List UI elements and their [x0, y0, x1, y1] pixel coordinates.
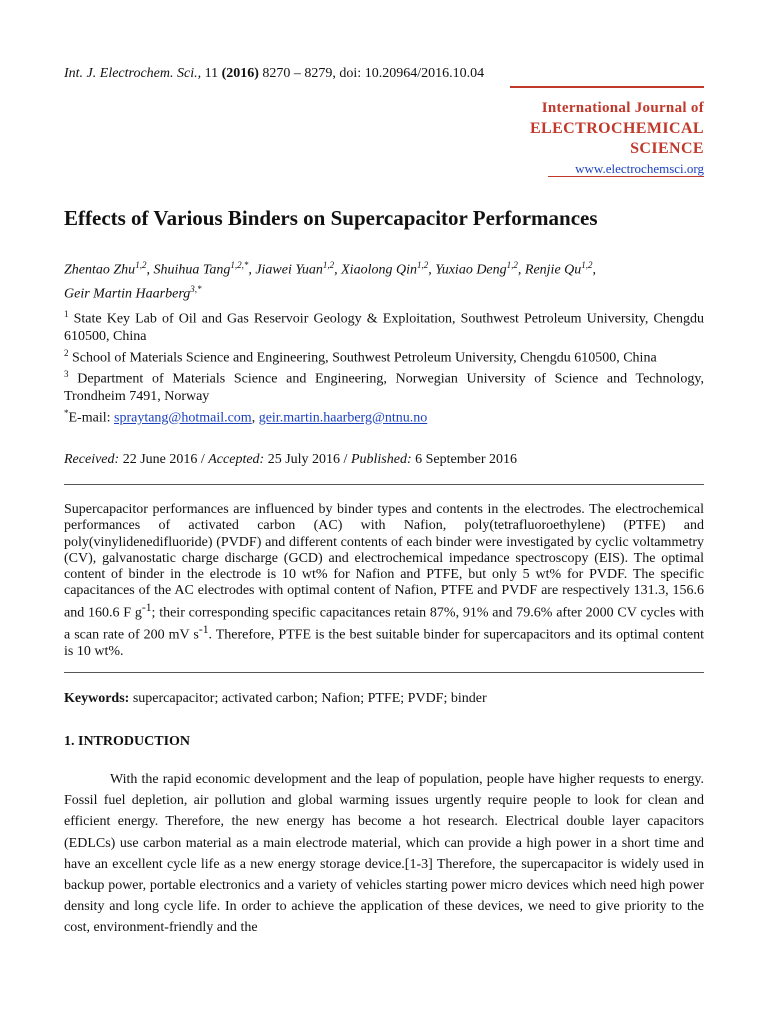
affiliation-text: State Key Lab of Oil and Gas Reservoir Geology & Exploitation, Southwest Petroleum University, Chengdu 610500, China	[64, 311, 705, 344]
author: Yuxiao Deng	[435, 262, 507, 278]
journal-logo-line2: ELECTROCHEMICAL	[529, 120, 704, 137]
header-rule	[510, 86, 704, 88]
journal-logo-line3: SCIENCE	[630, 140, 704, 157]
author-sup: 1,2	[416, 260, 429, 270]
logo-rule	[548, 176, 704, 177]
unit-sup: -1	[198, 622, 209, 636]
affiliation	[64, 345, 704, 367]
affiliation	[64, 306, 704, 345]
email-link[interactable]: geir.martin.haarberg@ntnu.no	[258, 410, 428, 426]
accepted-label: Accepted:	[208, 452, 265, 467]
email-sup: *	[64, 407, 69, 418]
author: Geir Martin Haarberg	[64, 286, 191, 302]
abstract	[64, 502, 704, 660]
journal-name: Int. J. Electrochem. Sci.,	[64, 66, 202, 81]
published-label: Published:	[350, 452, 412, 467]
author: Xiaolong Qin	[341, 262, 417, 278]
author-sup: 1,2	[581, 260, 593, 270]
abstract-text: ; their corresponding specific capacitances retain 87%, 91% and 79.6% after 2000 CV cycles with a scan rate of 200 mV s	[64, 605, 705, 643]
author: Jiawei Yuan	[255, 262, 323, 278]
year: (2016)	[221, 66, 259, 81]
author-sup: 3,*	[190, 283, 202, 294]
journal-url[interactable]: www.electrochemsci.org	[575, 161, 704, 176]
author: Zhentao Zhu	[64, 262, 136, 278]
unit-sup: -1	[141, 600, 152, 614]
abstract-bottom-rule	[64, 672, 704, 673]
affiliation-text: School of Materials Science and Engineering, Southwest Petroleum University, Chengdu 610500, China	[72, 350, 657, 366]
affiliations	[64, 306, 704, 427]
volume: 11	[204, 66, 219, 81]
author-sup: 1,2,*	[230, 260, 249, 270]
pages-doi: 8270 – 8279, doi: 10.20964/2016.10.04	[262, 66, 485, 81]
affiliation-sup: 2	[64, 347, 69, 358]
abstract-text: . Therefore, PTFE is the best suitable binder for supercapacitors and its optimal content is 10 wt%.	[64, 627, 704, 659]
citation-line	[64, 66, 484, 82]
abstract-text: Supercapacitor performances are influenced by binder types and contents in the electrodes. The electrochemical performances of activated carbon (AC) with Nafion, poly(tetrafluoroethylene) (PTFE) and poly(vinylidenedifluoride) (PVDF) and different contents of each binder were investigated by cyclic voltammetry (CV), galvanostatic charge discharge (GCD) and electrochemical impedance spectroscopy (EIS). The optimal content of binder in the electrode is 10 wt% for Nafion and PTFE, but only 5 wt% for PVDF. The specific capacitances of the AC electrodes with optimal content of Nafion, PTFE and PVDF are respectively 131.3, 156.6 and 160.6 F g	[64, 502, 704, 621]
email-label: E-mail:	[68, 410, 114, 426]
affiliation	[64, 366, 704, 405]
email-line	[64, 405, 704, 427]
author-sup: 1,2	[322, 260, 335, 270]
abstract-top-rule	[64, 484, 704, 485]
accepted-date: 25 July 2016 /	[264, 452, 351, 467]
section-heading: 1. INTRODUCTION	[64, 734, 191, 749]
received-date: 22 June 2016 /	[119, 452, 209, 467]
keywords	[64, 691, 704, 707]
author: Shuihua Tang	[153, 262, 231, 278]
author-sup: 1,2	[135, 260, 147, 270]
publication-dates	[64, 452, 704, 468]
email-separator: ,	[251, 410, 259, 426]
intro-paragraph: With the rapid economic development and the leap of population, people have higher requests to energy. Fossil fuel depletion, air pollution and global warming issues urgently require people to look for clean and efficient energy. Therefore, the new energy has become a hot research. Electrical double layer capacitors (EDLCs) use carbon material as a main electrode material, which can provide a high power in a short time and have an excellent cycle life as a new energy storage device.[1-3] Therefore, the supercapacitor is widely used in backup power, portable electronics and a variety of vehicles starting power micro devices which need high power density and long cycle life. In order to achieve the application of these devices, we need to give priority to the cost, environment-friendly and the	[64, 772, 704, 936]
journal-logo	[530, 100, 704, 177]
received-label: Received:	[64, 452, 120, 467]
paper-title: Effects of Various Binders on Supercapacitor Performances	[64, 206, 598, 230]
published-date: 6 September 2016	[411, 452, 517, 467]
affiliation-text: Department of Materials Science and Engineering, Norwegian University of Science and Technology, Trondheim 7491, Norway	[64, 371, 705, 404]
author: Renjie Qu	[524, 262, 582, 278]
author-sup: 1,2	[506, 260, 518, 270]
keywords-label: Keywords:	[64, 691, 130, 706]
keywords-text: supercapacitor; activated carbon; Nafion; PTFE; PVDF; binder	[129, 691, 487, 706]
author-list: Zhentao Zhu$^{1,2}$, Shuihua Tang$^{1,2,*}$, Jiawei Yuan$^{1,2}$, Xiaolong Qin$^{1,2}$, Yuxiao Deng$^{1,2}$, Renjie Qu$^{1,2}$, Geir Martin Haarberg$^{3,*}$	[64, 260, 597, 302]
affiliation-sup: 1	[64, 309, 69, 319]
email-link[interactable]: spraytang@hotmail.com	[114, 410, 252, 426]
journal-logo-line1: International Journal of	[541, 100, 704, 116]
affiliation-sup: 3	[64, 369, 69, 380]
